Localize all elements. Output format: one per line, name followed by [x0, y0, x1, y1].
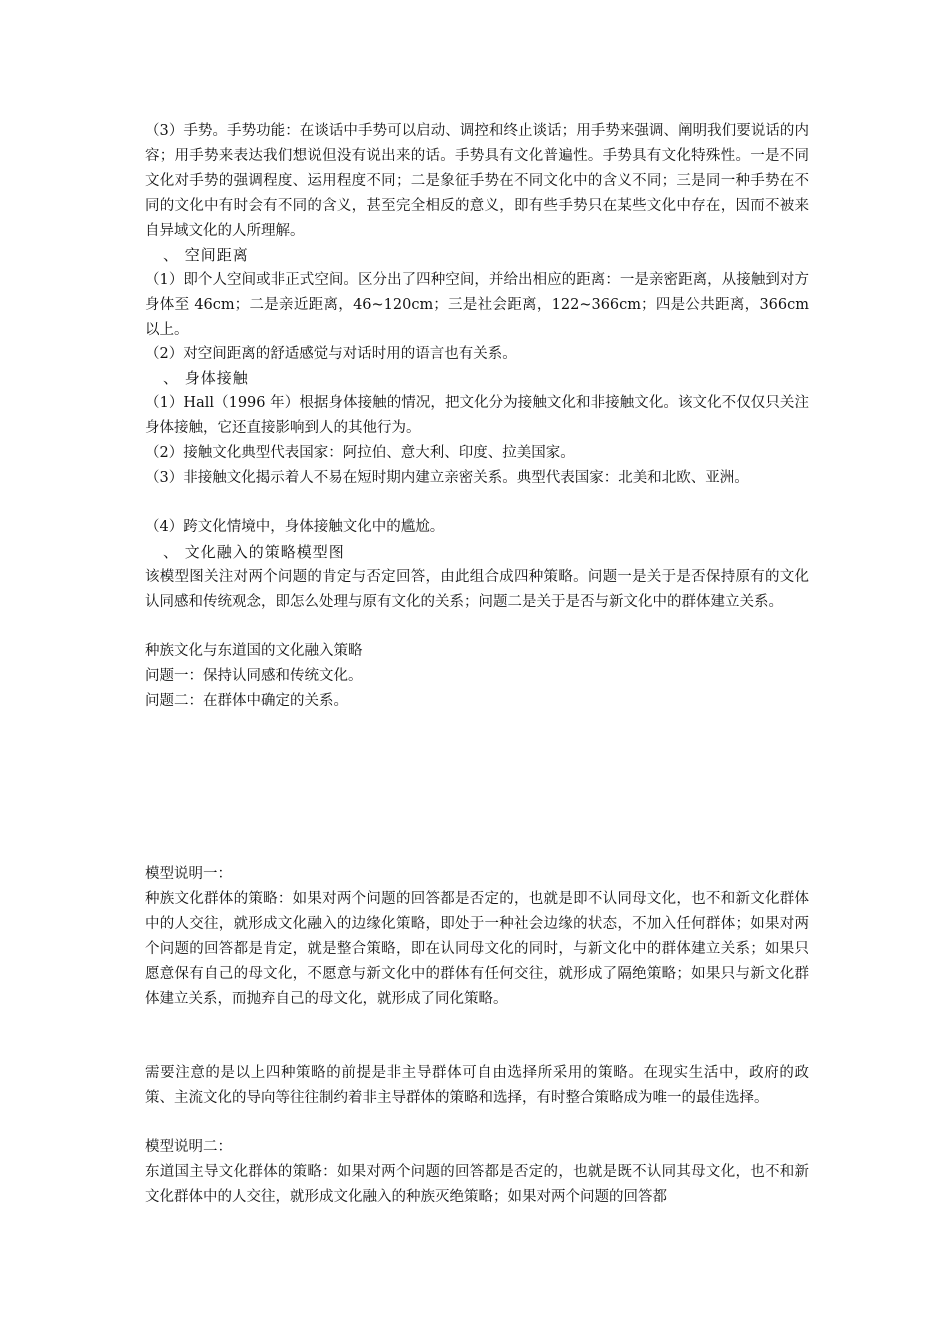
model-question-1: 问题一：保持认同感和传统文化。 — [145, 668, 363, 684]
touch-paragraph-1: （1）Hall（1996 年）根据身体接触的情况，把文化分为接触文化和非接触文化。该文化不仅仅只关注身体接触，它还直接影响到人的其他行为。 — [145, 395, 809, 436]
model-subtitle: 种族文化与东道国的文化融入策略 — [145, 643, 363, 659]
explain2-body: 东道国主导文化群体的策略：如果对两个问题的回答都是否定的，也就是既不认同其母文化，也不和新文化群体中的人交往，就形成文化融入的种族灭绝策略；如果对两个问题的回答都 — [145, 1164, 809, 1205]
space-paragraph-2: （2）对空间距离的舒适感觉与对话时用的语言也有关系。 — [145, 346, 517, 362]
space-paragraph-1: （1）即个人空间或非正式空间。区分出了四种空间，并给出相应的距离：一是亲密距离，从接触到对方身体至 46cm；二是亲近距离，46~120cm；三是社会距离，122~366cm；四是公共距离，366cm 以上。 — [145, 272, 809, 338]
explain1-title: 模型说明一： — [145, 866, 232, 882]
model-intro: 该模型图关注对两个问题的肯定与否定回答，由此组合成四种策略。问题一是关于是否保持原有的文化认同感和传统观念，即怎么处理与原有文化的关系；问题二是关于是否与新文化中的群体建立关系。 — [145, 569, 809, 610]
space-heading: 、 空间距离 — [163, 246, 249, 264]
explain1-note: 需要注意的是以上四种策略的前提是非主导群体可自由选择所采用的策略。在现实生活中，政府的政策、主流文化的导向等往往制约着非主导群体的策略和选择，有时整合策略成为唯一的最佳选择。 — [145, 1065, 809, 1106]
model-heading: 、 文化融入的策略模型图 — [163, 543, 345, 561]
touch-paragraph-3: （3）非接触文化揭示着人不易在短时期内建立亲密关系。典型代表国家：北美和北欧、亚洲。 — [145, 470, 749, 486]
explain2-title: 模型说明二： — [145, 1139, 232, 1155]
touch-paragraph-4: （4）跨文化情境中，身体接触文化中的尴尬。 — [145, 519, 445, 535]
explain1-body: 种族文化群体的策略：如果对两个问题的回答都是否定的，也就是即不认同母文化，也不和新文化群体中的人交往，就形成文化融入的边缘化策略，即处于一种社会边缘的状态，不加入任何群体；如果对两个问题的回答都是肯定，就是整合策略，即在认同母文化的同时，与新文化中的群体建立关系；如果只愿意保有自己的母文化，不愿意与新文化中的群体有任何交往，就形成了隔绝策略；如果只与新文化群体建立关系，而抛弃自己的母文化，就形成了同化策略。 — [145, 891, 809, 1007]
touch-paragraph-2: （2）接触文化典型代表国家：阿拉伯、意大利、印度、拉美国家。 — [145, 445, 575, 461]
gesture-paragraph: （3）手势。手势功能：在谈话中手势可以启动、调控和终止谈话；用手势来强调、阐明我们要说话的内容；用手势来表达我们想说但没有说出来的话。手势具有文化普遍性。手势具有文化特殊性。一是不同文化对手势的强调程度、运用程度不同；二是象征手势在不同文化中的含义不同；三是同一种手势在不同的文化中有时会有不同的含义，甚至完全相反的意义，即有些手势只在某些文化中存在，因而不被来自异域文化的人所理解。 — [145, 123, 809, 239]
touch-heading: 、 身体接触 — [163, 369, 249, 387]
model-question-2: 问题二：在群体中确定的关系。 — [145, 693, 348, 709]
